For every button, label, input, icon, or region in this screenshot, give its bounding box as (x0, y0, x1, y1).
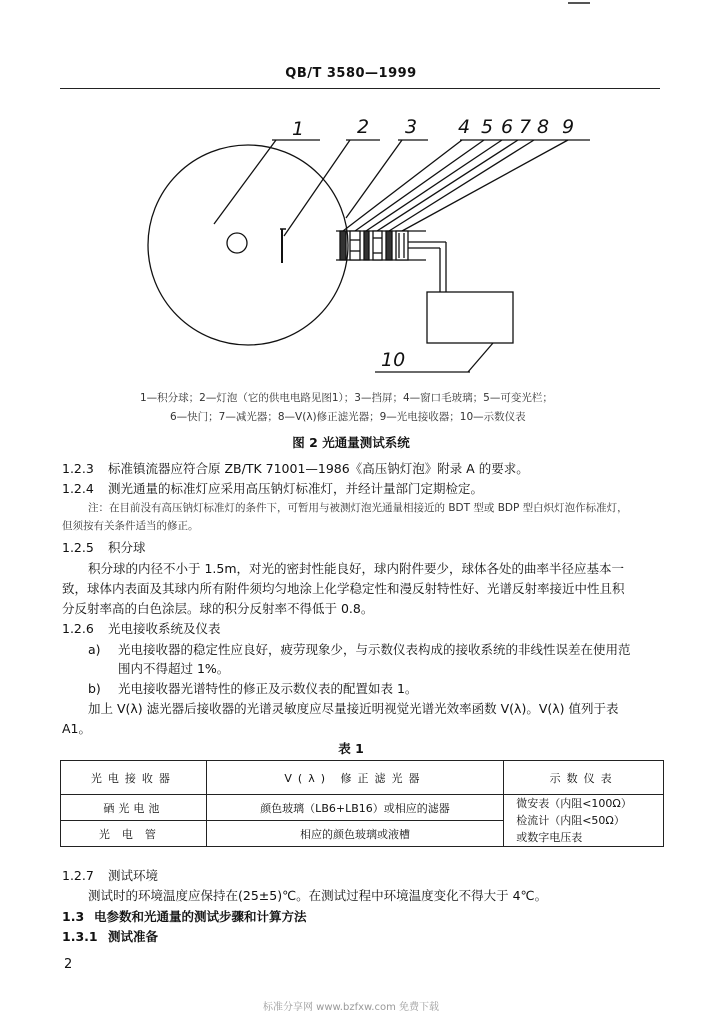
instrument-item: 微安表（内阻<100Ω） (516, 797, 632, 810)
v-lambda-filter (386, 231, 392, 260)
table-1 (60, 760, 664, 847)
note-line2: 但须按有关条件适当的修正。 (62, 520, 199, 532)
table-cell: 硒光电池 (61, 795, 207, 821)
label-3: 3 (405, 116, 418, 138)
clause-1-2-4 (62, 479, 483, 497)
clause-title: 测试环境 (108, 868, 159, 883)
paragraph-vlambda-line1: 加上 V(λ) 滤光器后接收器的光谱灵敏度应尽量接近明视觉光谱光效率函数 V(λ)。V(λ) 值列于表 (88, 701, 619, 716)
clause-1-2-5-heading (62, 538, 146, 556)
clause-1-2-6-heading (62, 619, 221, 637)
label-9: 9 (562, 116, 575, 138)
display-meter (427, 292, 513, 343)
shutter (364, 231, 369, 260)
label-7: 7 (519, 116, 532, 138)
item-text: 光电接收器光谱特性的修正及示数仪表的配置如表 1。 (118, 681, 418, 696)
clause-1-2-7-text: 测试时的环境温度应保持在(25±5)℃。在测试过程中环境温度变化不得大于 4℃。 (88, 888, 548, 903)
figure-caption-line2: 6—快门；7—减光器；8—V(λ)修正滤光器；9—光电接收器；10—示数仪表 (170, 411, 526, 423)
label-10: 10 (381, 349, 406, 371)
clause-1-2-7-heading (62, 866, 158, 884)
clause-number: 1.2.7 (62, 868, 94, 883)
table-cell: 光电管 (61, 821, 207, 847)
clause-number: 1.2.5 (62, 540, 94, 555)
label-6: 6 (501, 116, 514, 138)
attenuator (373, 231, 382, 260)
clause-1-2-5-line1: 积分球的内径不小于 1.5m，对光的密封性能良好，球内附件要少，球体各处的曲率半径应基本一 (88, 561, 625, 576)
table-title: 表 1 (338, 741, 364, 756)
photoelectric-receiver (396, 231, 408, 260)
page-header: QB/T 3580—1999 (285, 66, 417, 81)
variable-aperture (350, 231, 360, 260)
clause-number: 1.2.4 (62, 481, 94, 496)
table-cell: 颜色玻璃（LB6+LB16）或相应的滤器 (206, 795, 504, 821)
item-text: 光电接收器的稳定性应良好，疲劳现象少，与示数仪表构成的接收系统的非线性误差在使用范 (118, 642, 631, 657)
clause-title: 积分球 (108, 540, 146, 555)
label-5: 5 (481, 116, 494, 138)
table-header-row (61, 761, 664, 795)
clause-title: 测试准备 (108, 929, 159, 944)
item-b (88, 679, 417, 697)
clause-text: 标准镇流器应符合原 ZB/TK 71001—1986《高压钠灯泡》附录 A 的要求。 (108, 461, 529, 476)
figure-caption-line1: 1—积分球；2—灯泡（它的供电电路见图1）；3—挡屏；4—窗口毛玻璃；5—可变光栏； (140, 392, 553, 404)
section-number: 1.3 (62, 909, 85, 924)
label-1: 1 (292, 118, 305, 140)
clause-1-2-5-line3: 分反射率高的白色涂层。球的积分反射率不得低于 0.8。 (62, 601, 374, 616)
table-header-cell: 示数仪表 (504, 761, 664, 795)
figure-title: 图 2 光通量测试系统 (292, 435, 410, 450)
window-frosted-glass (340, 231, 346, 260)
section-title: 电参数和光通量的测试步骤和计算方法 (94, 909, 307, 924)
clause-number: 1.2.3 (62, 461, 94, 476)
table-header-cell: 光电接收器 (61, 761, 207, 795)
table-header-cell: V(λ) 修正滤光器 (206, 761, 504, 795)
instrument-item: 检流计（内阻<50Ω） (516, 814, 625, 827)
clause-number: 1.2.6 (62, 621, 94, 636)
watermark: 标准分享网 www.bzfxw.com 免费下载 (263, 1002, 439, 1013)
instrument-item: 或数字电压表 (516, 831, 583, 844)
clause-1-3-1-heading (62, 927, 158, 945)
figure-diagram (0, 0, 702, 430)
lamp (227, 233, 247, 253)
clause-1-2-3 (62, 459, 529, 477)
item-marker: b) (88, 681, 101, 696)
clause-1-2-5-line2: 致，球体内表面及其球内所有附件须均匀地涂上化学稳定性和漫反射特性好、光谱反射率接近中性且积 (62, 581, 625, 596)
item-a-line2: 围内不得超过 1%。 (118, 661, 230, 676)
table-cell: 相应的颜色玻璃或液槽 (206, 821, 504, 847)
label-8: 8 (537, 116, 550, 138)
paragraph-vlambda-line2: A1。 (62, 721, 92, 736)
table-row (61, 795, 664, 821)
label-4: 4 (458, 116, 471, 138)
clause-text: 测光通量的标准灯应采用高压钠灯标准灯，并经计量部门定期检定。 (108, 481, 484, 496)
item-marker: a) (88, 642, 101, 657)
clause-number: 1.3.1 (62, 929, 98, 944)
note-line1: 注：在目前没有高压钠灯标准灯的条件下，可暂用与被测灯泡光通量相接近的 BDT 型或 BDP 型白炽灯泡作标准灯， (88, 502, 628, 514)
table-cell-instruments (504, 795, 664, 847)
clause-title: 光电接收系统及仪表 (108, 621, 221, 636)
section-1-3-heading (62, 907, 307, 925)
page-number: 2 (64, 957, 73, 972)
item-a-line1 (88, 640, 631, 658)
integrating-sphere (148, 145, 348, 345)
label-2: 2 (357, 116, 370, 138)
